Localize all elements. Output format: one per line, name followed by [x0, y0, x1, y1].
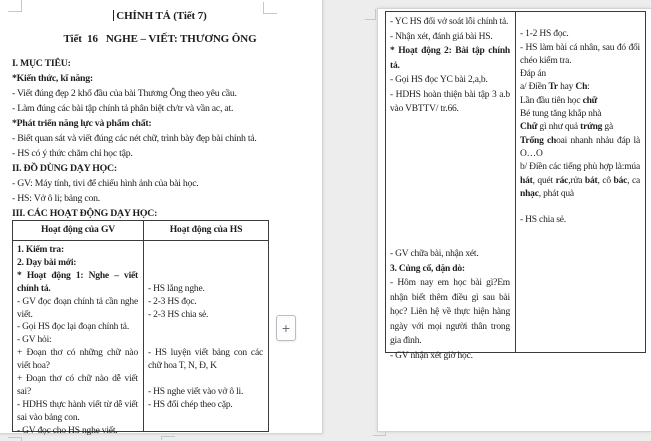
- paragraph: - GV đọc đoạn chính tả cần nghe viết.: [17, 296, 138, 320]
- paragraph: - 2-3 HS chia sẻ.: [148, 309, 209, 320]
- text-segment: Ch: [575, 82, 588, 93]
- text-segment: hát: [520, 175, 533, 186]
- paragraph: - HDHS hoàn thiện bài tập 3 a.b vào VBTTV/ tr.66.: [390, 89, 510, 114]
- text-segment: a/ Điền: [520, 82, 549, 93]
- paragraph: *Kiến thức, kĩ năng:: [12, 73, 93, 84]
- paragraph: I. MỤC TIÊU:: [12, 58, 71, 69]
- hs-activities-cell-2: [516, 12, 645, 352]
- text-segment: Chữ: [520, 122, 538, 133]
- text-cursor: [113, 10, 114, 21]
- text-segment: ,rửa: [568, 175, 585, 186]
- paragraph: - Gọi HS đọc YC bài 2,a,b.: [390, 75, 488, 85]
- paragraph: 3. Củng cố, dặn dò:: [390, 263, 465, 274]
- paragraph: * Hoạt động 2: Bài tập chính tả.: [390, 46, 510, 71]
- paragraph: 1. Kiểm tra:: [17, 245, 64, 255]
- text-segment: , ca: [627, 175, 641, 186]
- insert-plus-button[interactable]: +: [276, 315, 296, 341]
- paragraph: - 1-2 HS đọc.: [520, 29, 569, 40]
- intro-section: [12, 56, 310, 221]
- text-segment: chữ: [582, 95, 598, 106]
- gv-activities-cell-2: [386, 12, 516, 361]
- page-1[interactable]: [0, 0, 323, 434]
- activities-table-header: [13, 221, 268, 241]
- activities-table-body: [13, 241, 268, 436]
- paragraph: - GV nhận xét giờ học.: [390, 350, 473, 361]
- paragraph: - GV hỏi:: [17, 335, 52, 346]
- text-segment: nhạc: [520, 188, 539, 199]
- activities-table-body-2: [386, 12, 645, 361]
- text-segment: Lần đầu tiên học: [520, 95, 583, 106]
- paragraph: Bé tung tăng khắp nhà: [520, 109, 602, 120]
- page-corner-mark: [8, 437, 22, 441]
- paragraph: - HS có ý thức chăm chỉ học tập.: [12, 148, 133, 159]
- paragraph: - HS chia sẻ.: [520, 215, 566, 226]
- paragraph: [520, 135, 640, 162]
- paragraph: [520, 95, 640, 108]
- lesson-title-text: CHÍNH TẢ (Tiết 7): [116, 10, 207, 22]
- paragraph: Đáp án: [520, 69, 546, 80]
- hs-activities-cell: [144, 241, 268, 432]
- activities-table-page2: [385, 11, 646, 361]
- table-header-gv: Hoạt động của GV: [13, 221, 144, 240]
- paragraph: + Đoạn thơ có chữ nào dễ viết sai?: [17, 374, 138, 397]
- paragraph: - 2-3 HS đọc.: [148, 296, 197, 307]
- text-segment: gà: [602, 122, 613, 133]
- paragraph: III. CÁC HOẠT ĐỘNG DẠY HỌC:: [12, 208, 158, 219]
- text-segment: , phát quà: [538, 188, 574, 199]
- text-segment: trứng: [580, 122, 603, 133]
- paragraph: - HS luyện viết bảng con các chữ hoa T, N, Đ, K: [148, 348, 263, 372]
- paragraph: - GV đọc cho HS nghe viết.: [17, 425, 118, 436]
- paragraph: [520, 161, 640, 201]
- page-corner-mark: [8, 0, 22, 12]
- text-segment: b/ Điền các tiếng phù hợp là:múa: [520, 162, 640, 173]
- page-corner-mark: [373, 431, 386, 436]
- paragraph: - HS lắng nghe.: [148, 283, 205, 294]
- paragraph: - Gọi HS đọc lại đoạn chính tả.: [17, 322, 129, 333]
- text-segment: gì như quả: [537, 122, 581, 133]
- paragraph: II. ĐỒ DÙNG DẠY HỌC:: [12, 163, 117, 174]
- text-segment: ch: [547, 135, 557, 146]
- paragraph: - HS nghe viết vào vở ô li.: [148, 386, 244, 397]
- paragraph: [520, 121, 640, 134]
- paragraph: - Nhận xét, đánh giá bài HS.: [390, 31, 493, 42]
- paragraph: - YC HS đổi vở soát lỗi chính tả.: [390, 17, 509, 27]
- text-segment: Tr: [548, 82, 558, 93]
- text-segment: , cô: [597, 175, 614, 186]
- paragraph: - Làm đúng các bài tập chính tả phân biệt ch/tr và vần ac, at.: [12, 103, 234, 114]
- table-header-hs: Hoạt động của HS: [169, 224, 243, 235]
- page-corner-mark: [263, 2, 277, 14]
- paragraph: - Biết quan sát và viết đúng các nét chữ, trình bày đẹp bài chính tả.: [12, 133, 257, 144]
- text-segment: bát: [584, 175, 598, 186]
- lesson-subtitle: Tiết 16 NGHE – VIẾT: THƯƠNG ÔNG: [63, 33, 257, 45]
- paragraph: [520, 81, 640, 94]
- paragraph: - Hôm nay em học bài gì?Em nhận biết thêm điều gì sau bài học? Liên hệ về thực hiện hàng ngày với mọi người thân trong gia đình.: [390, 278, 510, 346]
- paragraph: 2. Dạy bài mới:: [17, 257, 77, 268]
- gv-activities-cell: [13, 241, 144, 436]
- page-2[interactable]: [377, 8, 651, 432]
- text-segment: , quét: [532, 175, 556, 186]
- activities-table-page1: [12, 220, 269, 436]
- paragraph: - HDHS thực hành viết từ dễ viết sai vào bảng con.: [17, 399, 138, 423]
- paragraph: - Viết đúng đẹp 2 khổ đầu của bài Thương Ông theo yêu cầu.: [12, 88, 237, 99]
- text-segment: :: [587, 82, 590, 93]
- paragraph: - GV chữa bài, nhận xét.: [390, 249, 479, 259]
- page-corner-mark: [161, 436, 175, 440]
- paragraph: - HS làm bài cá nhân, sau đó đổi chéo kiểm tra.: [520, 42, 640, 66]
- paragraph: + Đoạn thơ có những chữ nào viết hoa?: [17, 348, 138, 372]
- text-segment: oai nhanh nhảu đáp là O…O: [520, 135, 640, 159]
- text-segment: rác: [555, 175, 569, 186]
- paragraph: - GV: Máy tính, tivi để chiếu hình ảnh của bài học.: [12, 178, 199, 189]
- text-segment: bác: [613, 175, 628, 186]
- paragraph: - HS đổi chép theo cặp.: [148, 399, 233, 410]
- page-corner-mark: [365, 9, 376, 20]
- paragraph: - HS: Vở ô li; bảng con.: [12, 193, 100, 204]
- paragraph: * Hoạt động 1: Nghe – viết chính tả.: [17, 270, 138, 294]
- text-segment: hay: [557, 82, 576, 93]
- paragraph: *Phát triển năng lực và phẩm chất:: [12, 118, 152, 129]
- text-segment: Trống: [520, 135, 544, 146]
